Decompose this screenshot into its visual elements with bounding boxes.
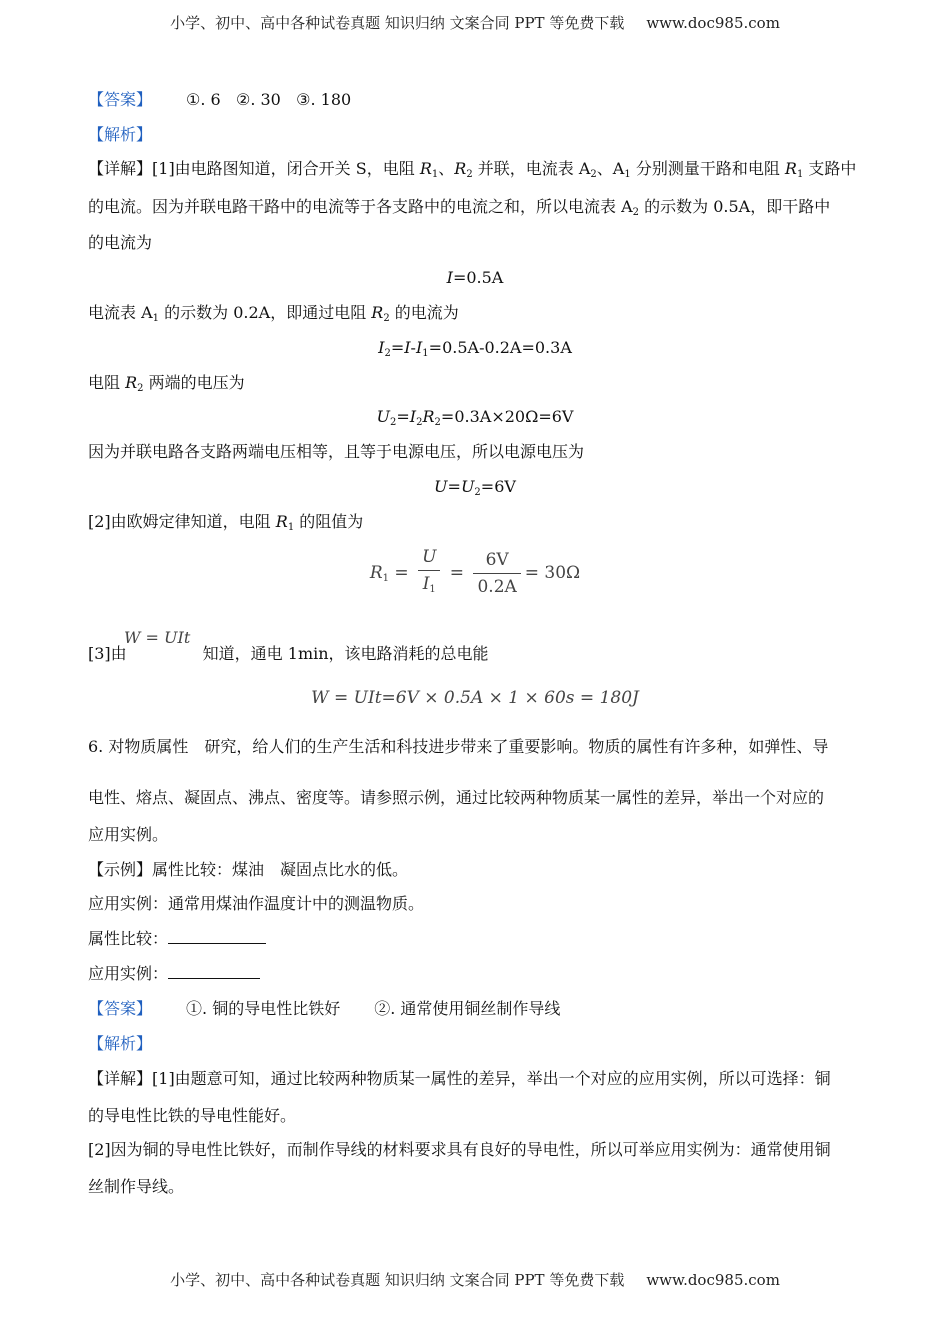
analysis-tag: 【解析】 [88, 1034, 153, 1053]
detail-line-7: [2]由欧姆定律知道，电阻 $R_1$ 的阻值为 [88, 512, 364, 533]
answer-tag: 【答案】 [88, 90, 153, 109]
answer-3: ③. 180 [296, 90, 352, 109]
fill-blank-2[interactable] [168, 964, 260, 979]
q6-fill-1: 属性比较： [88, 928, 266, 950]
answer-1: ①. 6 [186, 90, 221, 109]
equation-2: $I_2=I-I_1=0.5A-0.2A=0.3A$ [378, 338, 572, 359]
answer-2: ②. 通常使用铜丝制作导线 [374, 999, 561, 1018]
inline-formula: W = UIt [124, 628, 191, 647]
q6-example-2: 应用实例：通常用煤油作温度计中的测温物质。 [88, 894, 425, 913]
fraction-equation: $R_1$ = $\frac{U}{I_1}$ = $\frac{6V}{0.2A}$ = 30Ω [0, 544, 950, 603]
page-footer [0, 1269, 950, 1290]
fraction-u-over-i: $\frac{U}{I_1}$ [418, 544, 440, 603]
equation-3: $U_2=I_2R_2=0.3A\times 20\Omega=6V$ [376, 407, 574, 428]
detail-line-8: [3]由 知道，通电 1min，该电路消耗的总电能 [88, 644, 489, 663]
q6-line-1: 6. 对物质属性 研究，给人们的生产生活和科技进步带来了重要影响。物质的属性有许多种，如弹性、导 [88, 737, 829, 756]
footer-text: 小学、初中、高中各种试卷真题 知识归纳 文案合同 PPT 等免费下载 [170, 1271, 625, 1289]
detail-line-5: 电阻 $R_2$ 两端的电压为 [88, 373, 245, 394]
detail-line-4: 电流表 $A_1$ 的示数为 0.2A，即通过电阻 $R_2$ 的电流为 [88, 303, 459, 324]
detail-line-2: 的电流。因为并联电路干路中的电流等于各支路中的电流之和，所以电流表 $A_2$ 的示数为 0.5A，即干路中 [88, 197, 831, 218]
page-header [0, 12, 950, 33]
analysis-tag: 【解析】 [88, 125, 153, 144]
detail-line-3: 的电流为 [88, 233, 153, 252]
header-text: 小学、初中、高中各种试卷真题 知识归纳 文案合同 PPT 等免费下载 [170, 14, 625, 32]
header-url[interactable]: www.doc985.com [646, 14, 780, 32]
answer-tag: 【答案】 [88, 999, 153, 1018]
q6-line-2: 电性、熔点、凝固点、沸点、密度等。请参照示例，通过比较两种物质某一属性的差异，举出一个对应的 [88, 788, 825, 807]
equation-4: $U=U_2=6V$ [434, 477, 516, 498]
answer-1: ①. 铜的导电性比铁好 [186, 999, 341, 1018]
fill-blank-1[interactable] [168, 929, 266, 944]
q6-detail-3: [2]因为铜的导电性比铁好，而制作导线的材料要求具有良好的导电性，所以可举应用实例为：通常使用铜 [88, 1140, 831, 1159]
q6-detail-4: 丝制作导线。 [88, 1177, 185, 1196]
q6-detail-1: 【详解】[1]由题意可知，通过比较两种物质某一属性的差异，举出一个对应的应用实例，所以可选择：铜 [88, 1069, 831, 1088]
final-equation: W = UIt=6V × 0.5A × 1 × 60s = 180J [311, 688, 639, 708]
q5-answer-line [88, 89, 351, 111]
footer-url[interactable]: www.doc985.com [646, 1271, 780, 1289]
q6-detail-2: 的导电性比铁的导电性能好。 [88, 1106, 297, 1125]
answer-2: ②. 30 [235, 90, 281, 109]
q6-line-3: 应用实例。 [88, 825, 169, 844]
q6-answer-line [88, 998, 560, 1020]
q6-fill-2: 应用实例： [88, 963, 260, 985]
q6-example-1: 【示例】属性比较：煤油 凝固点比水的低。 [88, 860, 409, 879]
equation-1: I=0.5A [446, 268, 504, 287]
fraction-values: $\frac{6V}{0.2A}$ [473, 547, 520, 600]
detail-line-6: 因为并联电路各支路两端电压相等，且等于电源电压，所以电源电压为 [88, 442, 585, 461]
detail-line-1: 【详解】[1]由电路图知道，闭合开关 S，电阻 $R_1$、$R_2$ 并联，电流表 $A_2$、$A_1$ 分别测量干路和电阻 $R_1$ 支路中 [88, 159, 857, 180]
